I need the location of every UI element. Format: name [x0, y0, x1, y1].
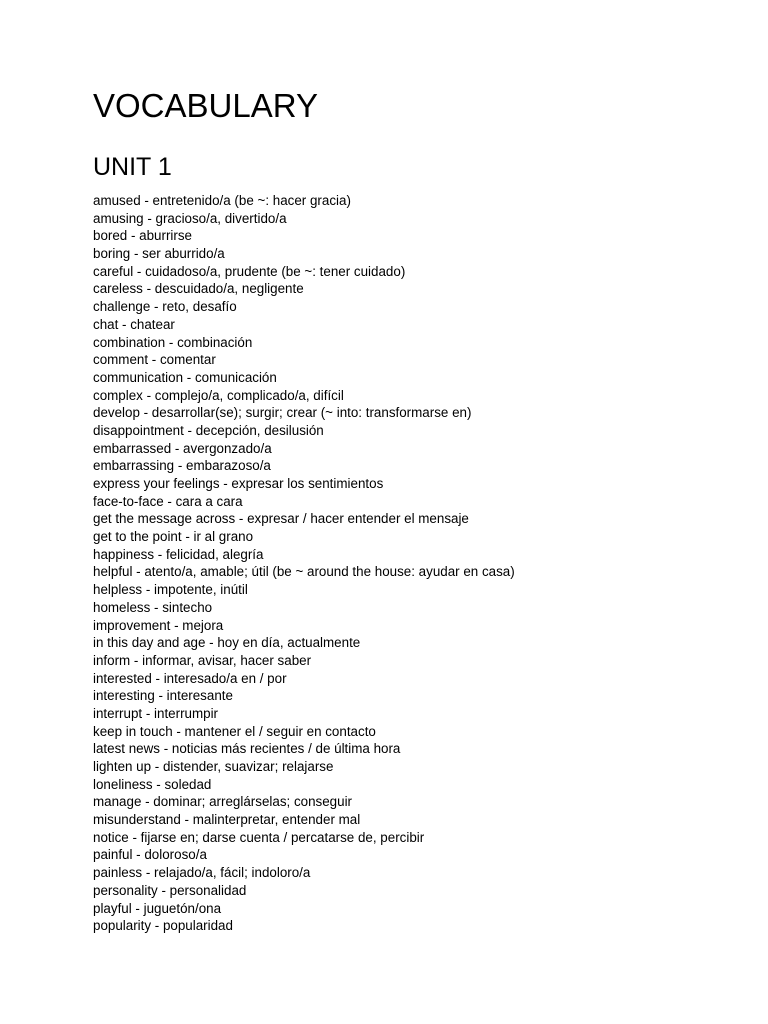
- vocabulary-entry: combination - combinación: [93, 334, 253, 350]
- vocabulary-list: [93, 192, 515, 935]
- vocabulary-entry: loneliness - soledad: [93, 776, 212, 792]
- vocabulary-entry: complex - complejo/a, complicado/a, difícil: [93, 387, 344, 403]
- vocabulary-entry: express your feelings - expresar los sentimientos: [93, 476, 384, 491]
- vocabulary-entry: careless - descuidado/a, negligente: [93, 281, 304, 297]
- vocabulary-entry: interesting - interesante: [93, 688, 233, 704]
- vocabulary-entry: embarrassing - embarazoso/a: [93, 458, 271, 474]
- vocabulary-entry: get the message across - expresar / hacer entender el mensaje: [93, 511, 469, 527]
- vocabulary-entry: in this day and age - hoy en día, actualmente: [93, 635, 361, 651]
- vocabulary-entry: interrupt - interrumpir: [93, 705, 219, 721]
- vocabulary-entry: careful - cuidadoso/a, prudente (be ~: tener cuidado): [93, 263, 406, 279]
- vocabulary-entry: bored - aburrirse: [93, 228, 192, 244]
- vocabulary-entry: challenge - reto, desafío: [93, 299, 237, 315]
- vocabulary-entry: misunderstand - malinterpretar, entender mal: [93, 812, 361, 828]
- vocabulary-entry: keep in touch - mantener el / seguir en contacto: [93, 723, 376, 739]
- vocabulary-entry: helpful - atento/a, amable; útil (be ~ around the house: ayudar en casa): [93, 564, 515, 580]
- vocabulary-entry: embarrassed - avergonzado/a: [93, 440, 272, 456]
- vocabulary-entry: manage - dominar; arreglárselas; conseguir: [93, 794, 353, 810]
- vocabulary-entry: disappointment - decepción, desilusión: [93, 422, 324, 438]
- unit-heading: UNIT 1: [93, 153, 172, 181]
- vocabulary-entry: face-to-face - cara a cara: [93, 493, 243, 509]
- vocabulary-entry: get to the point - ir al grano: [93, 529, 254, 545]
- vocabulary-entry: notice - fijarse en; darse cuenta / percatarse de, percibir: [93, 829, 425, 845]
- vocabulary-entry: personality - personalidad: [93, 882, 247, 898]
- vocabulary-entry: communication - comunicación: [93, 369, 277, 385]
- vocabulary-entry: comment - comentar: [93, 352, 216, 368]
- vocabulary-entry: popularity - popularidad: [93, 918, 233, 934]
- vocabulary-entry: playful - juguetón/ona: [93, 900, 222, 916]
- vocabulary-entry: amusing - gracioso/a, divertido/a: [93, 210, 287, 226]
- vocabulary-entry: develop - desarrollar(se); surgir; crear (~ into: transformarse en): [93, 405, 472, 421]
- vocabulary-entry: improvement - mejora: [93, 617, 224, 633]
- vocabulary-entry: painful - doloroso/a: [93, 847, 207, 863]
- vocabulary-entry: latest news - noticias más recientes / de última hora: [93, 741, 401, 757]
- vocabulary-entry: inform - informar, avisar, hacer saber: [93, 652, 312, 668]
- vocabulary-entry: happiness - felicidad, alegría: [93, 546, 264, 562]
- vocabulary-entry: lighten up - distender, suavizar; relajarse: [93, 759, 334, 774]
- vocabulary-entry: homeless - sintecho: [93, 599, 213, 615]
- document-title: VOCABULARY: [93, 87, 318, 124]
- vocabulary-entry: helpless - impotente, inútil: [93, 582, 248, 598]
- vocabulary-entry: painless - relajado/a, fácil; indoloro/a: [93, 865, 311, 881]
- vocabulary-entry: amused - entretenido/a (be ~: hacer gracia): [93, 193, 351, 208]
- vocabulary-entry: interested - interesado/a en / por: [93, 670, 287, 686]
- vocabulary-entry: chat - chatear: [93, 316, 175, 332]
- vocabulary-entry: boring - ser aburrido/a: [93, 246, 225, 262]
